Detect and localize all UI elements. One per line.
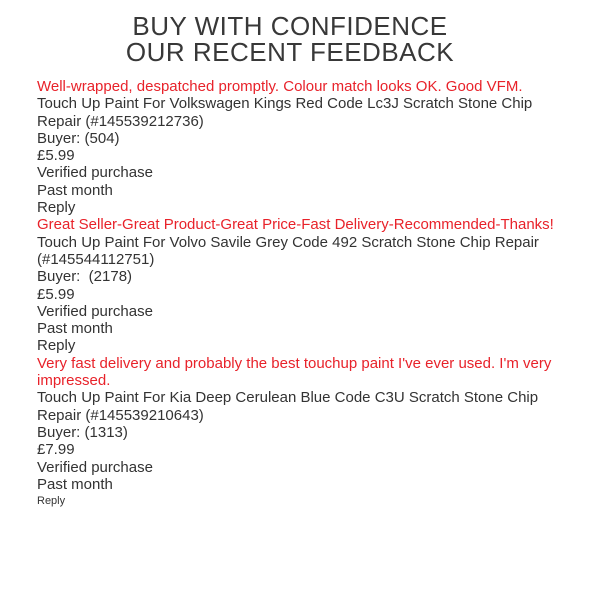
feedback-item [37, 78, 567, 216]
reply-link[interactable]: Reply [37, 199, 76, 217]
verified-purchase-label: Verified purchase [37, 164, 153, 182]
feedback-item [37, 355, 567, 511]
buyer-info: Buyer: (504) [37, 129, 120, 147]
item-price: £5.99 [37, 147, 75, 165]
reply-link[interactable]: Reply [37, 337, 76, 355]
page-title-line2: OUR RECENT FEEDBACK [125, 37, 455, 67]
feedback-list [37, 78, 567, 510]
feedback-period: Past month [37, 181, 113, 199]
feedback-comment: Very fast delivery and probably the best touchup paint I've ever used. I'm very impressed. [37, 354, 556, 390]
reply-link[interactable]: Reply [37, 495, 66, 508]
item-title: Touch Up Paint For Volvo Savile Grey Code 492 Scratch Stone Chip Repair (#145544112751) [37, 233, 544, 268]
item-price: £7.99 [37, 441, 75, 459]
item-title: Touch Up Paint For Volkswagen Kings Red Code Lc3J Scratch Stone Chip Repair (#145539212736) [37, 95, 537, 130]
item-price: £5.99 [37, 285, 75, 303]
page-title-line1: BUY WITH CONFIDENCE [132, 11, 448, 41]
buyer-info: Buyer: (1313) [37, 423, 128, 441]
item-title: Touch Up Paint For Kia Deep Cerulean Blue Code C3U Scratch Stone Chip Repair (#145539210643) [37, 389, 543, 424]
feedback-comment: Well-wrapped, despatched promptly. Colour match looks OK. Good VFM. [37, 78, 523, 95]
feedback-period: Past month [37, 320, 113, 338]
verified-purchase-label: Verified purchase [37, 302, 153, 320]
verified-purchase-label: Verified purchase [37, 458, 153, 476]
buyer-info: Buyer: (2178) [37, 268, 133, 286]
feedback-item [37, 216, 567, 354]
feedback-period: Past month [37, 475, 113, 493]
page-title [0, 0, 600, 65]
feedback-comment: Great Seller-Great Product-Great Price-Fast Delivery-Recommended-Thanks! [37, 216, 554, 234]
